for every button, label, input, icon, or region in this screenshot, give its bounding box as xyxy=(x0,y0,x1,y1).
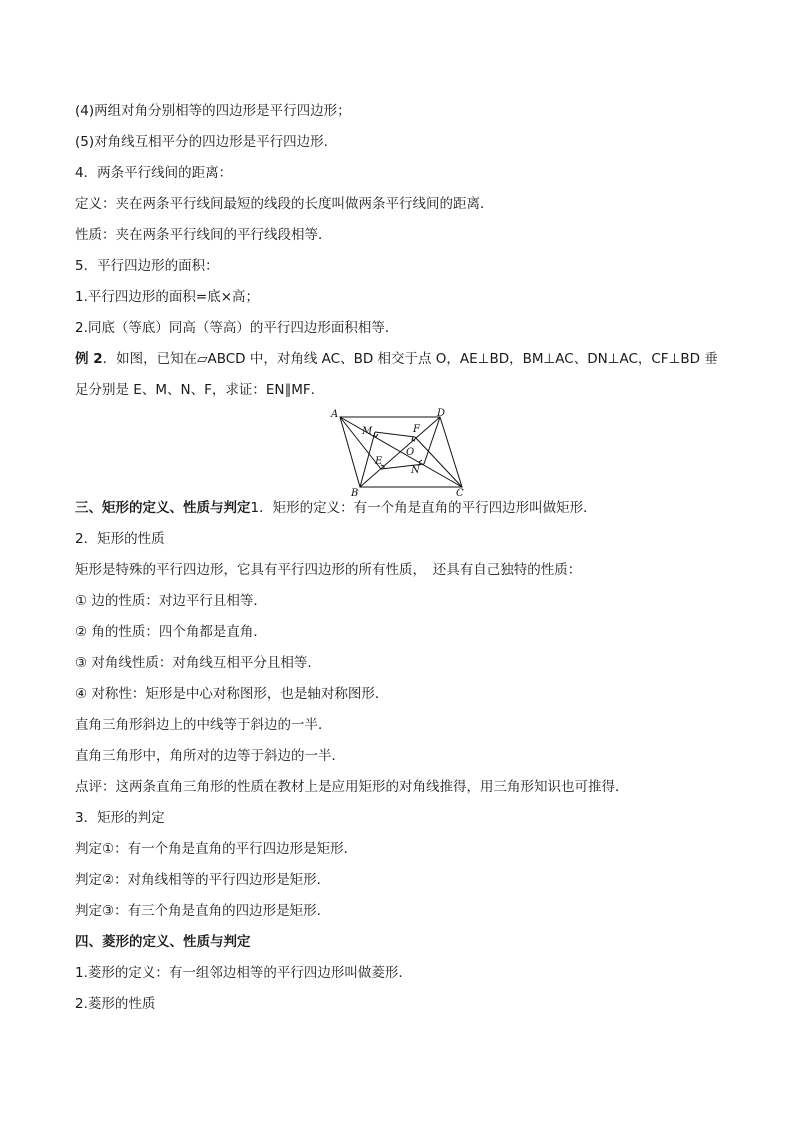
segment-mf xyxy=(375,432,415,437)
label-a: A xyxy=(331,409,339,420)
label-d: D xyxy=(437,408,446,419)
text-line: 判定③：有三个角是直角的四边形是矩形． xyxy=(75,903,331,919)
text-line: 判定②：对角线相等的平行四边形是矩形． xyxy=(75,872,331,888)
label-f: F xyxy=(413,424,420,435)
label-o: O xyxy=(406,447,415,458)
label-n: N xyxy=(411,465,420,476)
text-line: ④ 对称性：矩形是中心对称图形，也是轴对称图形． xyxy=(75,686,389,702)
text-line: (4)两组对角分别相等的四边形是平行四边形； xyxy=(75,103,351,119)
example-label: 例 2 xyxy=(75,351,103,367)
label-e: E xyxy=(375,456,383,467)
text-line: ③ 对角线性质：对角线互相平分且相等． xyxy=(75,655,321,671)
text-line: 1.菱形的定义：有一组邻边相等的平行四边形叫做菱形. xyxy=(75,965,403,981)
label-c: C xyxy=(456,488,464,497)
text-line: 性质：夹在两条平行线间的平行线段相等． xyxy=(75,227,332,243)
parallelogram-figure xyxy=(325,405,475,497)
text-line: 直角三角形斜边上的中线等于斜边的一半． xyxy=(75,717,332,733)
text-line: 矩形是特殊的平行四边形，它具有平行四边形的所有性质， 还具有自己独特的性质： xyxy=(75,562,582,578)
text-line: ② 角的性质：四个角都是直角． xyxy=(75,624,267,640)
example-line-2: 足分别是 E、M、N、F，求证：EN∥MF． xyxy=(75,382,325,398)
example-line-1: 例 2．如图，已知在▱ABCD 中，对角线 AC、BD 相交于点 O，AE⊥BD，BM⊥AC、DN⊥AC，CF⊥BD 垂 xyxy=(75,351,718,367)
text-line: 4．两条平行线间的距离： xyxy=(75,165,233,181)
text-line: 2.菱形的性质 xyxy=(75,996,156,1012)
text-line: 判定①：有一个角是直角的平行四边形是矩形． xyxy=(75,841,358,857)
text-line: 1.平行四边形的面积=底×高； xyxy=(75,289,260,305)
text-line: 2.同底（等底）同高（等高）的平行四边形面积相等． xyxy=(75,320,399,336)
text-line: ① 边的性质：对边平行且相等． xyxy=(75,593,267,609)
text-line: 直角三角形中，角所对的边等于斜边的一半． xyxy=(75,748,345,764)
text-line: (5)对角线互相平分的四边形是平行四边形． xyxy=(75,134,338,150)
text-line: 3．矩形的判定 xyxy=(75,810,165,826)
section-4-heading: 四、菱形的定义、性质与判定 xyxy=(75,934,251,950)
section-3-heading: 三、矩形的定义、性质与判定 xyxy=(75,500,251,516)
text-line: 点评：这两条直角三角形的性质在教材上是应用矩形的对角线推得，用三角形知识也可推得． xyxy=(75,779,629,795)
section-3-title-line: 三、矩形的定义、性质与判定1．矩形的定义：有一个角是直角的平行四边形叫做矩形． xyxy=(75,500,597,516)
text-line: 2．矩形的性质 xyxy=(75,531,165,547)
text-line: 定义：夹在两条平行线间最短的线段的长度叫做两条平行线间的距离． xyxy=(75,196,494,212)
segment-cf xyxy=(415,437,462,487)
label-b: B xyxy=(351,488,359,497)
label-m: M xyxy=(362,426,373,437)
text-line: 5．平行四边形的面积： xyxy=(75,258,219,274)
segment-bm xyxy=(360,432,375,487)
